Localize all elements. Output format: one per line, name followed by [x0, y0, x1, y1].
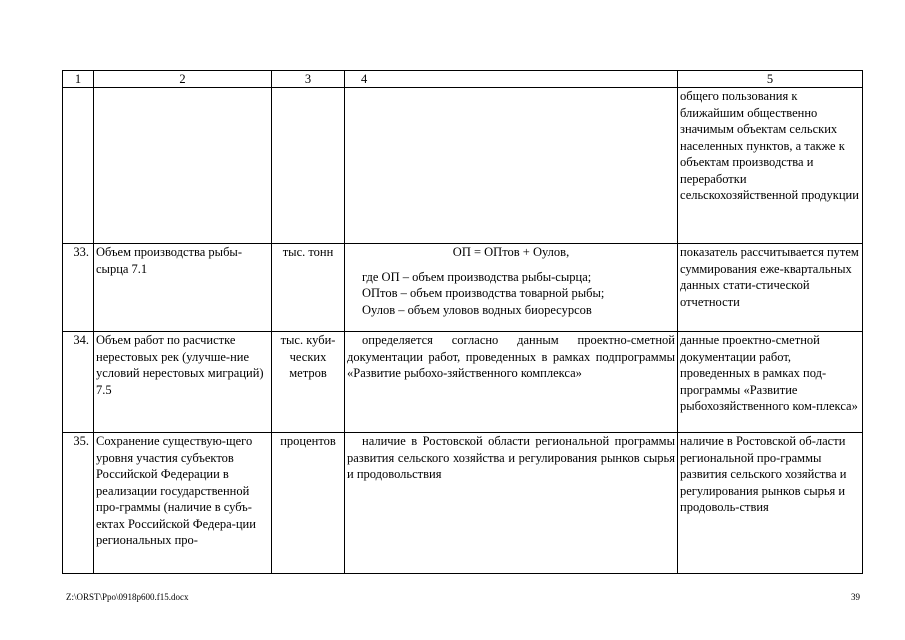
header-col-1: 1 [63, 71, 94, 88]
row-number: 34. [63, 332, 94, 433]
calculation-method [345, 244, 678, 332]
formula-legend-line: Оулов – объем уловов водных биоресурсов [362, 302, 592, 317]
header-col-2: 2 [94, 71, 272, 88]
page-number: 39 [851, 592, 860, 602]
header-col-3: 3 [272, 71, 345, 88]
formula-legend-line: ОПтов – объем производства товарной рыбы; [362, 286, 605, 300]
indicator-name: Объем работ по расчистке нерестовых рек (улучше-ние условий нерестовых миграций) 7.5 [94, 332, 272, 433]
table-row-continuation [63, 88, 863, 244]
table-row-35 [63, 433, 863, 574]
formula: ОП = ОПтов + Оулов, [452, 245, 570, 259]
cell-empty [345, 88, 678, 244]
indicator-name: Объем производства рыбы-сырца 7.1 [94, 244, 272, 332]
data-source: показатель рассчитывается путем суммирования еже-квартальных данных стати-стической отчетности [678, 244, 863, 332]
table-row-33 [63, 244, 863, 332]
row-number: 35. [63, 433, 94, 574]
table-header-row [63, 71, 863, 88]
indicators-table [62, 70, 863, 574]
cell-empty [272, 88, 345, 244]
table-row-34 [63, 332, 863, 433]
header-col-4: 4 [345, 71, 678, 88]
row-number: 33. [63, 244, 94, 332]
formula-legend-line: где ОП – объем производства рыбы-сырца; [362, 269, 592, 284]
cell-empty [94, 88, 272, 244]
data-source: наличие в Ростовской об-ласти региональной про-граммы развития сельского хозяйства и регулирования рынков сырья и продоволь-ствия [678, 433, 863, 574]
unit-of-measure: процентов [272, 433, 345, 574]
cell-source-continuation: общего пользования к ближайшим общественно значимым объектам сельских населенных пунктов, а также к объектам производства и переработки сельскохозяйственной продукции [678, 88, 863, 244]
unit-of-measure: тыс. куби-ческих метров [272, 332, 345, 433]
unit-of-measure: тыс. тонн [272, 244, 345, 332]
indicator-name: Сохранение существую-щего уровня участия субъектов Российской Федерации в реализации государственной про-граммы (наличие в субъ-ектах Российской Федера-ции региональных про- [94, 433, 272, 574]
footer-file-path: Z:\ORST\Ppo\0918p600.f15.docx [66, 592, 189, 602]
calculation-method: наличие в Ростовской области региональной программы развития сельского хозяйства и регулирования рынков сырья и продовольствия [345, 433, 678, 574]
cell-empty [63, 88, 94, 244]
data-source: данные проектно-сметной документации работ, проведенных в рамках под-программы «Развитие рыбохозяйственного ком-плекса» [678, 332, 863, 433]
calculation-method: определяется согласно данным проектно-сметной документации работ, проведенных в рамках подпрограммы «Развитие рыбохо-зяйственного комплекса» [345, 332, 678, 433]
header-col-5: 5 [678, 71, 863, 88]
